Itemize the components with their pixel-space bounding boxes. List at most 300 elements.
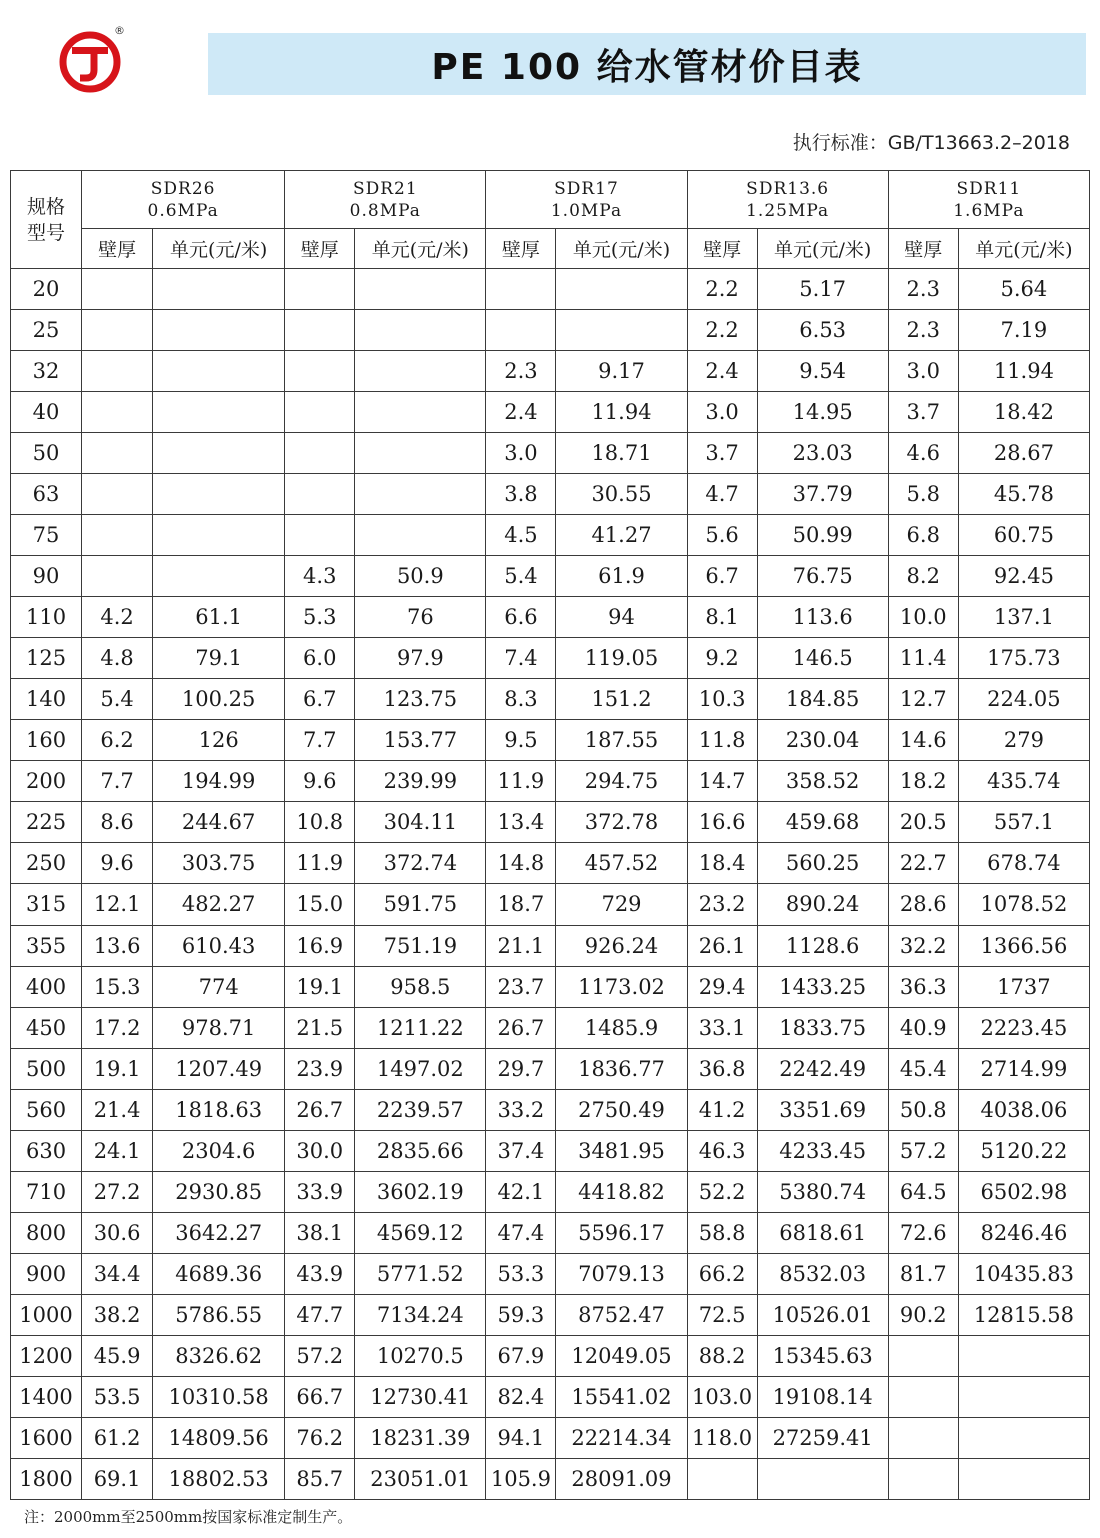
sdr17-price-cell: 7079.13 [556,1253,687,1294]
sdr11-thickness-cell: 2.3 [888,310,958,351]
sdr21-thickness-cell [285,351,355,392]
sdr13-6-thickness-cell: 41.2 [687,1089,757,1130]
sdr13-6-thickness-cell: 11.8 [687,720,757,761]
sdr11-price-cell: 4038.06 [958,1089,1089,1130]
spec-cell: 90 [11,556,82,597]
sdr26-price-cell: 1818.63 [153,1089,285,1130]
spec-cell: 355 [11,925,82,966]
table-row [11,638,1090,679]
sdr26-thickness-cell: 45.9 [82,1335,153,1376]
table-row [11,925,1090,966]
spec-cell: 250 [11,843,82,884]
sdr13-6-price-cell: 9.54 [757,351,888,392]
thickness-header: 壁厚 [82,229,153,269]
sdr13-6-thickness-cell: 3.7 [687,433,757,474]
sdr21-price-cell: 591.75 [355,884,486,925]
sdr11-thickness-cell: 11.4 [888,638,958,679]
thickness-header: 壁厚 [285,229,355,269]
sdr21-thickness-cell: 10.8 [285,802,355,843]
table-row [11,515,1090,556]
table-row [11,1171,1090,1212]
sdr26-thickness-cell: 69.1 [82,1458,153,1499]
sdr21-thickness-cell [285,433,355,474]
sdr17-thickness-cell: 7.4 [486,638,556,679]
sdr26-price-cell: 244.67 [153,802,285,843]
sdr26-price-cell: 18802.53 [153,1458,285,1499]
sdr21-price-cell: 304.11 [355,802,486,843]
sdr17-price-cell: 11.94 [556,392,687,433]
sdr11-thickness-cell: 12.7 [888,679,958,720]
sdr21-thickness-cell: 43.9 [285,1253,355,1294]
sdr21-thickness-cell: 85.7 [285,1458,355,1499]
sdr13-6-price-cell: 5380.74 [757,1171,888,1212]
sdr17-thickness-cell: 42.1 [486,1171,556,1212]
spec-cell: 40 [11,392,82,433]
table-row [11,1089,1090,1130]
sdr26-price-cell: 14809.56 [153,1417,285,1458]
sdr11-thickness-cell [888,1376,958,1417]
spec-cell: 160 [11,720,82,761]
sdr17-price-cell: 372.78 [556,802,687,843]
spec-cell: 225 [11,802,82,843]
sdr11-thickness-cell: 18.2 [888,761,958,802]
sdr26-price-cell [153,433,285,474]
sdr26-thickness-cell: 13.6 [82,925,153,966]
spec-header-line-1: 规格 [27,195,66,218]
table-row [11,1294,1090,1335]
sdr21-thickness-cell: 6.0 [285,638,355,679]
spec-cell: 140 [11,679,82,720]
sdr11-price-cell: 435.74 [958,761,1089,802]
spec-header-line-2: 型号 [27,221,66,244]
sdr11-price-cell: 10435.83 [958,1253,1089,1294]
table-row [11,310,1090,351]
sdr11-price-cell: 137.1 [958,597,1089,638]
page-title: PE 100 给水管材价目表 [431,46,863,88]
sdr17-price-cell: 729 [556,884,687,925]
sdr13-6-price-cell: 890.24 [757,884,888,925]
sdr13-6-thickness-cell: 72.5 [687,1294,757,1335]
sdr21-price-cell: 50.9 [355,556,486,597]
sdr13-6-price-cell: 15345.63 [757,1335,888,1376]
brand-logo [58,30,122,94]
grade-sdr: SDR13.6 [746,178,830,199]
sdr13-6-thickness-cell: 4.7 [687,474,757,515]
grade-header-sdr17 [486,171,687,229]
table-row [11,679,1090,720]
sdr26-thickness-cell: 27.2 [82,1171,153,1212]
sdr17-price-cell: 1836.77 [556,1048,687,1089]
sdr17-thickness-cell: 53.3 [486,1253,556,1294]
sdr26-price-cell: 3642.27 [153,1212,285,1253]
sdr11-thickness-cell: 3.0 [888,351,958,392]
sdr17-price-cell: 2750.49 [556,1089,687,1130]
spec-cell: 50 [11,433,82,474]
sdr17-thickness-cell: 3.8 [486,474,556,515]
sdr26-price-cell: 10310.58 [153,1376,285,1417]
spec-cell: 900 [11,1253,82,1294]
sdr21-price-cell: 372.74 [355,843,486,884]
sdr11-price-cell: 2714.99 [958,1048,1089,1089]
sdr13-6-thickness-cell: 3.0 [687,392,757,433]
sdr11-thickness-cell [888,1417,958,1458]
thickness-header: 壁厚 [888,229,958,269]
sdr17-price-cell: 28091.09 [556,1458,687,1499]
spec-cell: 560 [11,1089,82,1130]
sdr13-6-price-cell: 23.03 [757,433,888,474]
sdr26-price-cell: 2930.85 [153,1171,285,1212]
grade-header-sdr13-6 [687,171,888,229]
grade-sdr: SDR17 [554,178,619,199]
sdr17-thickness-cell: 2.3 [486,351,556,392]
spec-cell: 1600 [11,1417,82,1458]
sdr26-price-cell [153,269,285,310]
spec-cell: 75 [11,515,82,556]
sdr21-price-cell: 751.19 [355,925,486,966]
sdr21-price-cell: 2239.57 [355,1089,486,1130]
sdr21-thickness-cell: 47.7 [285,1294,355,1335]
sdr26-thickness-cell [82,351,153,392]
spec-cell: 32 [11,351,82,392]
sdr17-thickness-cell [486,310,556,351]
sdr11-thickness-cell: 10.0 [888,597,958,638]
spec-cell: 25 [11,310,82,351]
sdr21-price-cell: 76 [355,597,486,638]
sdr21-price-cell: 23051.01 [355,1458,486,1499]
sdr26-thickness-cell: 12.1 [82,884,153,925]
sdr17-price-cell: 187.55 [556,720,687,761]
sdr11-price-cell: 2223.45 [958,1007,1089,1048]
sdr11-thickness-cell: 3.7 [888,392,958,433]
sdr21-thickness-cell: 66.7 [285,1376,355,1417]
sdr17-thickness-cell: 3.0 [486,433,556,474]
sdr21-price-cell: 239.99 [355,761,486,802]
sdr21-thickness-cell [285,515,355,556]
sdr17-price-cell: 41.27 [556,515,687,556]
sdr13-6-thickness-cell: 9.2 [687,638,757,679]
sdr11-price-cell: 45.78 [958,474,1089,515]
sdr26-price-cell: 482.27 [153,884,285,925]
sdr17-thickness-cell: 23.7 [486,966,556,1007]
grade-sdr: SDR11 [956,178,1022,199]
sdr11-thickness-cell [888,1335,958,1376]
sdr17-price-cell: 94 [556,597,687,638]
subheader-row [11,229,1090,269]
sdr11-price-cell: 678.74 [958,843,1089,884]
sdr11-price-cell: 1078.52 [958,884,1089,925]
table-row [11,269,1090,310]
sdr13-6-price-cell: 10526.01 [757,1294,888,1335]
grade-header-row [11,171,1090,229]
sdr17-price-cell: 4418.82 [556,1171,687,1212]
grade-header-sdr26 [82,171,285,229]
sdr26-thickness-cell: 30.6 [82,1212,153,1253]
sdr13-6-price-cell: 1128.6 [757,925,888,966]
sdr17-thickness-cell: 105.9 [486,1458,556,1499]
sdr26-thickness-cell: 24.1 [82,1130,153,1171]
grade-sdr: SDR21 [352,178,418,199]
grade-pressure: 1.25MPa [746,200,830,221]
sdr11-thickness-cell: 57.2 [888,1130,958,1171]
grade-pressure: 0.6MPa [147,200,219,221]
sdr13-6-thickness-cell: 18.4 [687,843,757,884]
sdr21-price-cell: 958.5 [355,966,486,1007]
sdr26-thickness-cell: 17.2 [82,1007,153,1048]
price-header: 单元(元/米) [556,229,687,269]
spec-cell: 20 [11,269,82,310]
price-header: 单元(元/米) [153,229,285,269]
table-row [11,802,1090,843]
title-bar [208,33,1086,95]
table-row [11,556,1090,597]
sdr21-thickness-cell: 76.2 [285,1417,355,1458]
sdr13-6-thickness-cell: 26.1 [687,925,757,966]
sdr17-thickness-cell: 9.5 [486,720,556,761]
table-row [11,392,1090,433]
sdr26-price-cell: 978.71 [153,1007,285,1048]
spec-cell: 1800 [11,1458,82,1499]
grade-pressure: 0.8MPa [349,200,421,221]
sdr13-6-thickness-cell: 8.1 [687,597,757,638]
sdr13-6-price-cell: 459.68 [757,802,888,843]
grade-pressure: 1.0MPa [550,200,623,221]
table-row [11,761,1090,802]
sdr11-price-cell: 224.05 [958,679,1089,720]
sdr26-price-cell: 79.1 [153,638,285,679]
sdr21-price-cell: 5771.52 [355,1253,486,1294]
sdr13-6-price-cell: 230.04 [757,720,888,761]
sdr13-6-price-cell: 146.5 [757,638,888,679]
sdr17-thickness-cell: 13.4 [486,802,556,843]
sdr11-thickness-cell: 5.8 [888,474,958,515]
sdr11-price-cell: 7.19 [958,310,1089,351]
sdr13-6-price-cell: 5.17 [757,269,888,310]
sdr13-6-thickness-cell: 33.1 [687,1007,757,1048]
sdr21-price-cell: 1211.22 [355,1007,486,1048]
sdr11-price-cell: 557.1 [958,802,1089,843]
sdr26-price-cell: 100.25 [153,679,285,720]
sdr13-6-thickness-cell: 66.2 [687,1253,757,1294]
thickness-header: 壁厚 [486,229,556,269]
sdr17-thickness-cell: 26.7 [486,1007,556,1048]
price-header: 单元(元/米) [355,229,486,269]
sdr26-price-cell: 4689.36 [153,1253,285,1294]
table-row [11,843,1090,884]
sdr21-price-cell [355,392,486,433]
sdr13-6-price-cell: 14.95 [757,392,888,433]
sdr21-price-cell: 97.9 [355,638,486,679]
sdr13-6-price-cell: 358.52 [757,761,888,802]
spec-cell: 500 [11,1048,82,1089]
sdr17-thickness-cell [486,269,556,310]
spec-cell: 630 [11,1130,82,1171]
sdr13-6-thickness-cell: 118.0 [687,1417,757,1458]
sdr13-6-price-cell: 50.99 [757,515,888,556]
sdr13-6-thickness-cell: 14.7 [687,761,757,802]
sdr13-6-price-cell [757,1458,888,1499]
table-row [11,1048,1090,1089]
sdr26-price-cell [153,474,285,515]
sdr17-price-cell: 457.52 [556,843,687,884]
sdr11-thickness-cell: 4.6 [888,433,958,474]
sdr17-price-cell: 926.24 [556,925,687,966]
sdr26-thickness-cell [82,392,153,433]
table-row [11,1376,1090,1417]
sdr13-6-price-cell: 27259.41 [757,1417,888,1458]
sdr26-thickness-cell: 34.4 [82,1253,153,1294]
grade-sdr: SDR26 [150,178,216,199]
sdr26-thickness-cell: 5.4 [82,679,153,720]
sdr26-thickness-cell: 19.1 [82,1048,153,1089]
spec-cell: 1400 [11,1376,82,1417]
sdr11-thickness-cell: 45.4 [888,1048,958,1089]
spec-cell: 63 [11,474,82,515]
sdr13-6-price-cell: 3351.69 [757,1089,888,1130]
sdr17-price-cell: 9.17 [556,351,687,392]
sdr11-price-cell: 1366.56 [958,925,1089,966]
footnote: 注：2000mm至2500mm按国家标准定制生产。 [24,1508,353,1526]
sdr11-price-cell: 175.73 [958,638,1089,679]
sdr17-thickness-cell: 8.3 [486,679,556,720]
sdr21-thickness-cell: 15.0 [285,884,355,925]
sdr17-price-cell: 151.2 [556,679,687,720]
sdr26-thickness-cell [82,515,153,556]
sdr11-price-cell [958,1376,1089,1417]
sdr11-price-cell [958,1417,1089,1458]
spec-cell: 1200 [11,1335,82,1376]
sdr21-thickness-cell: 9.6 [285,761,355,802]
sdr17-price-cell [556,310,687,351]
sdr11-thickness-cell: 90.2 [888,1294,958,1335]
sdr17-thickness-cell: 59.3 [486,1294,556,1335]
sdr17-thickness-cell: 11.9 [486,761,556,802]
sdr17-thickness-cell: 5.4 [486,556,556,597]
sdr13-6-price-cell: 113.6 [757,597,888,638]
sdr13-6-price-cell: 560.25 [757,843,888,884]
sdr21-thickness-cell: 7.7 [285,720,355,761]
sdr17-thickness-cell: 21.1 [486,925,556,966]
table-row [11,1458,1090,1499]
sdr26-thickness-cell [82,310,153,351]
sdr17-thickness-cell: 2.4 [486,392,556,433]
sdr13-6-price-cell: 184.85 [757,679,888,720]
sdr13-6-thickness-cell: 16.6 [687,802,757,843]
sdr13-6-price-cell: 6.53 [757,310,888,351]
sdr21-price-cell [355,310,486,351]
sdr17-price-cell: 22214.34 [556,1417,687,1458]
sdr26-price-cell: 5786.55 [153,1294,285,1335]
sdr13-6-thickness-cell: 36.8 [687,1048,757,1089]
sdr26-thickness-cell: 7.7 [82,761,153,802]
sdr13-6-thickness-cell: 2.2 [687,269,757,310]
sdr26-price-cell: 303.75 [153,843,285,884]
sdr11-thickness-cell: 2.3 [888,269,958,310]
sdr13-6-price-cell: 76.75 [757,556,888,597]
sdr21-thickness-cell [285,269,355,310]
sdr26-thickness-cell: 6.2 [82,720,153,761]
sdr21-price-cell [355,474,486,515]
sdr17-thickness-cell: 18.7 [486,884,556,925]
sdr17-thickness-cell: 14.8 [486,843,556,884]
sdr26-price-cell: 774 [153,966,285,1007]
sdr21-thickness-cell: 30.0 [285,1130,355,1171]
sdr13-6-thickness-cell: 2.4 [687,351,757,392]
grade-pressure: 1.6MPa [953,200,1025,221]
sdr17-thickness-cell: 67.9 [486,1335,556,1376]
sdr17-price-cell: 8752.47 [556,1294,687,1335]
grade-header-sdr21 [285,171,486,229]
sdr26-price-cell [153,556,285,597]
spec-cell: 1000 [11,1294,82,1335]
sdr11-thickness-cell [888,1458,958,1499]
sdr26-price-cell [153,310,285,351]
spec-cell: 800 [11,1212,82,1253]
sdr21-price-cell [355,433,486,474]
sdr21-thickness-cell: 4.3 [285,556,355,597]
sdr11-price-cell: 60.75 [958,515,1089,556]
sdr17-thickness-cell: 29.7 [486,1048,556,1089]
registered-mark: ® [114,24,125,37]
sdr26-price-cell: 126 [153,720,285,761]
sdr21-price-cell [355,351,486,392]
sdr21-price-cell: 10270.5 [355,1335,486,1376]
sdr21-thickness-cell: 26.7 [285,1089,355,1130]
sdr21-price-cell: 18231.39 [355,1417,486,1458]
sdr21-price-cell: 4569.12 [355,1212,486,1253]
sdr13-6-thickness-cell: 23.2 [687,884,757,925]
sdr11-thickness-cell: 20.5 [888,802,958,843]
spec-cell: 200 [11,761,82,802]
sdr11-thickness-cell: 32.2 [888,925,958,966]
spec-cell: 110 [11,597,82,638]
sdr11-price-cell: 6502.98 [958,1171,1089,1212]
grade-header-sdr11 [888,171,1089,229]
sdr21-thickness-cell: 21.5 [285,1007,355,1048]
sdr13-6-thickness-cell: 6.7 [687,556,757,597]
table-row [11,1417,1090,1458]
sdr21-thickness-cell: 38.1 [285,1212,355,1253]
sdr26-thickness-cell: 61.2 [82,1417,153,1458]
sdr21-price-cell: 153.77 [355,720,486,761]
sdr26-thickness-cell: 8.6 [82,802,153,843]
sdr17-thickness-cell: 82.4 [486,1376,556,1417]
sdr21-thickness-cell: 19.1 [285,966,355,1007]
sdr17-price-cell: 18.71 [556,433,687,474]
sdr13-6-price-cell: 1833.75 [757,1007,888,1048]
sdr21-thickness-cell [285,474,355,515]
sdr17-price-cell: 1485.9 [556,1007,687,1048]
sdr13-6-thickness-cell: 103.0 [687,1376,757,1417]
sdr21-price-cell: 7134.24 [355,1294,486,1335]
sdr11-thickness-cell: 81.7 [888,1253,958,1294]
sdr11-thickness-cell: 50.8 [888,1089,958,1130]
sdr11-price-cell [958,1335,1089,1376]
sdr13-6-price-cell: 8532.03 [757,1253,888,1294]
sdr21-price-cell: 123.75 [355,679,486,720]
sdr17-price-cell: 119.05 [556,638,687,679]
sdr11-price-cell: 279 [958,720,1089,761]
sdr26-thickness-cell: 15.3 [82,966,153,1007]
table-row [11,597,1090,638]
thickness-header: 壁厚 [687,229,757,269]
sdr21-thickness-cell: 33.9 [285,1171,355,1212]
table-row [11,433,1090,474]
sdr11-price-cell: 28.67 [958,433,1089,474]
price-table [10,170,1090,1500]
spec-cell: 400 [11,966,82,1007]
sdr11-price-cell: 12815.58 [958,1294,1089,1335]
sdr11-price-cell: 5120.22 [958,1130,1089,1171]
